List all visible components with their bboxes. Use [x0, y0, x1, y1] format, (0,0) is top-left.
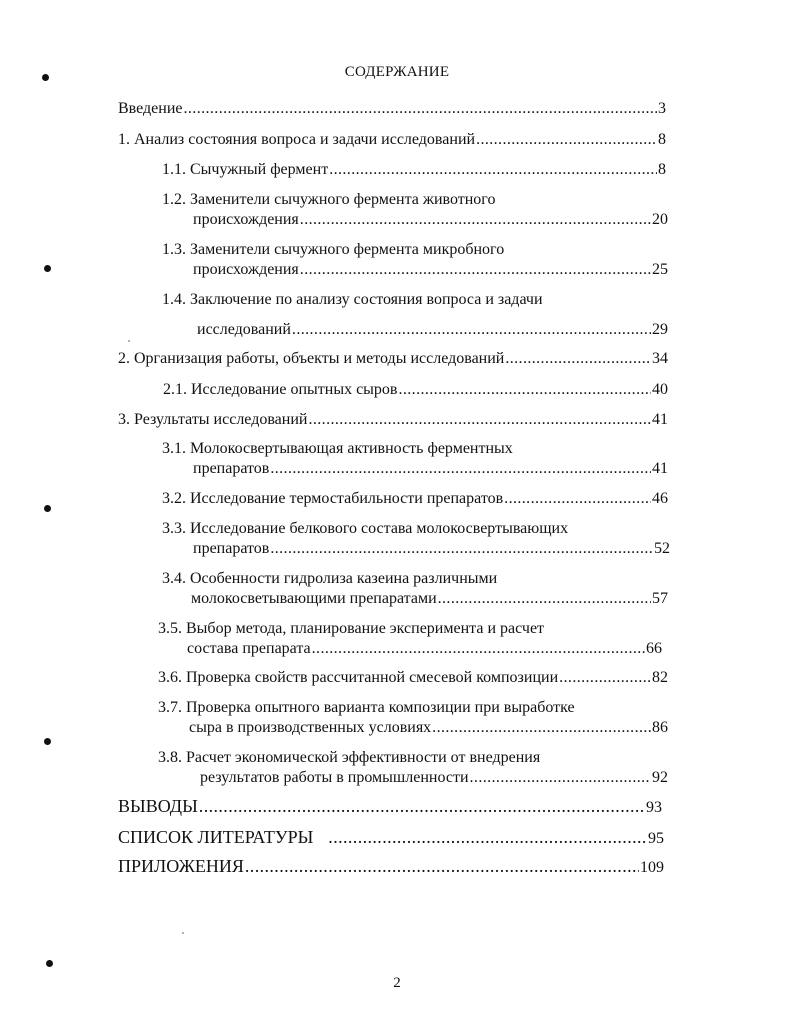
leader-dots: [270, 539, 653, 559]
toc-entry-conclusions[interactable]: [118, 796, 662, 818]
toc-entry-intro[interactable]: [118, 99, 666, 119]
entry-title: 3. Результаты исследований: [118, 411, 308, 428]
leader-dots: [476, 130, 657, 150]
entry-title-cont: результатов работы в промышленности: [200, 769, 469, 786]
entry-page: 109: [640, 859, 664, 876]
leader-dots: [245, 856, 639, 876]
toc-entry-3-8[interactable]: [158, 748, 668, 788]
toc-entry-chapter-1[interactable]: [118, 130, 666, 150]
toc-entry-2-1[interactable]: [163, 380, 668, 400]
leader-dots: [300, 210, 651, 230]
page-number: 2: [393, 975, 401, 991]
entry-page: 29: [652, 321, 668, 338]
entry-page: 57: [652, 590, 668, 607]
toc-entry-3-2[interactable]: [162, 489, 668, 509]
leader-dots: [312, 639, 645, 659]
toc-entry-1-4[interactable]: [162, 290, 668, 340]
toc-entry-1-2[interactable]: [162, 190, 668, 230]
toc-entry-literature[interactable]: [118, 827, 664, 849]
leader-dots: [505, 349, 651, 369]
leader-dots: [432, 718, 651, 738]
entry-title: 1. Анализ состояния вопроса и задачи исследований: [118, 131, 476, 148]
toc-entry-1-3[interactable]: [162, 240, 668, 280]
entry-title: 3.1. Молокосвертывающая активность ферментных: [162, 440, 513, 457]
entry-title: 3.6. Проверка свойств рассчитанной смесевой композиции: [158, 669, 559, 686]
toc-entry-chapter-2[interactable]: [118, 349, 668, 369]
toc-entry-chapter-3[interactable]: [118, 410, 668, 430]
entry-page: 20: [652, 211, 668, 228]
scan-speck: [182, 932, 184, 934]
entry-page: 34: [652, 350, 668, 367]
toc-entry-3-3[interactable]: [162, 519, 670, 559]
leader-dots: [199, 796, 645, 816]
entry-title: ПРИЛОЖЕНИЯ: [118, 856, 244, 876]
toc-entry-3-5[interactable]: [158, 619, 662, 659]
entry-page: 92: [652, 769, 668, 786]
entry-title-cont: сыра в производственных условиях: [189, 719, 432, 736]
entry-page: 40: [652, 381, 668, 398]
leader-dots: [470, 768, 651, 788]
entry-page: 66: [646, 640, 662, 657]
entry-title: 3.8. Расчет экономической эффективности от внедрения: [158, 749, 541, 766]
entry-page: 41: [652, 411, 668, 428]
leader-dots: [308, 410, 651, 430]
scan-speck: [128, 340, 130, 342]
toc-title: СОДЕРЖАНИЕ: [344, 64, 450, 80]
entry-page: 95: [648, 830, 664, 847]
entry-title: 3.3. Исследование белкового состава молокосвертывающих: [162, 520, 569, 537]
binder-hole-5: [46, 960, 53, 967]
leader-dots: [559, 668, 651, 688]
entry-title: 1.2. Заменители сычужного фермента животного: [162, 191, 496, 208]
entry-page: 8: [658, 131, 666, 148]
entry-title: 1.1. Сычужный фермент: [162, 161, 329, 178]
entry-page: 86: [652, 719, 668, 736]
leader-dots: [328, 827, 647, 847]
leader-dots: [300, 260, 651, 280]
entry-title-cont: препаратов: [193, 460, 270, 477]
entry-title: 2.1. Исследование опытных сыров: [163, 381, 398, 398]
entry-title: 2. Организация работы, объекты и методы исследований: [118, 350, 505, 367]
toc-entry-appendices[interactable]: [118, 856, 664, 878]
entry-title: 1.4. Заключение по анализу состояния вопроса и задачи: [162, 291, 543, 308]
entry-page: 46: [652, 490, 668, 507]
entry-title-cont: происхождения: [193, 211, 299, 228]
entry-page: 8: [658, 161, 666, 178]
leader-dots: [270, 459, 651, 479]
entry-title: 3.5. Выбор метода, планирование эксперимента и расчет: [158, 620, 545, 637]
toc-entry-1-1[interactable]: [162, 160, 666, 180]
entry-page: 41: [652, 460, 668, 477]
entry-page: 93: [646, 799, 662, 816]
entry-title: Введение: [118, 100, 183, 117]
leader-dots: [438, 589, 651, 609]
binder-hole-3: [44, 505, 51, 512]
toc-entry-3-1[interactable]: [162, 439, 668, 479]
entry-title: СПИСОК ЛИТЕРАТУРЫ: [118, 827, 314, 847]
leader-dots: [504, 489, 651, 509]
toc-entry-3-6[interactable]: [158, 668, 668, 688]
entry-title: 3.4. Особенности гидролиза казеина различными: [162, 570, 498, 587]
leader-dots: [184, 99, 658, 119]
entry-title: 3.7. Проверка опытного варианта композиции при выработке: [158, 699, 575, 716]
entry-title-cont: молокосветывающими препаратами: [191, 590, 437, 607]
entry-title-cont: исследований: [197, 321, 291, 338]
entry-title-cont: происхождения: [193, 261, 299, 278]
toc-entry-3-4[interactable]: [162, 569, 668, 609]
binder-hole-4: [44, 738, 51, 745]
entry-page: 25: [652, 261, 668, 278]
entry-title-cont: состава препарата: [187, 640, 311, 657]
entry-title-cont: препаратов: [193, 540, 270, 557]
entry-page: 52: [654, 540, 670, 557]
binder-hole-2: [44, 265, 51, 272]
entry-title: 3.2. Исследование термостабильности препаратов: [162, 490, 504, 507]
leader-dots: [292, 320, 651, 340]
leader-dots: [398, 380, 651, 400]
entry-page: 3: [658, 100, 666, 117]
entry-page: 82: [652, 669, 668, 686]
entry-title: 1.3. Заменители сычужного фермента микробного: [162, 241, 505, 258]
toc-entry-3-7[interactable]: [158, 698, 668, 738]
entry-title: ВЫВОДЫ: [118, 796, 198, 816]
leader-dots: [329, 160, 657, 180]
